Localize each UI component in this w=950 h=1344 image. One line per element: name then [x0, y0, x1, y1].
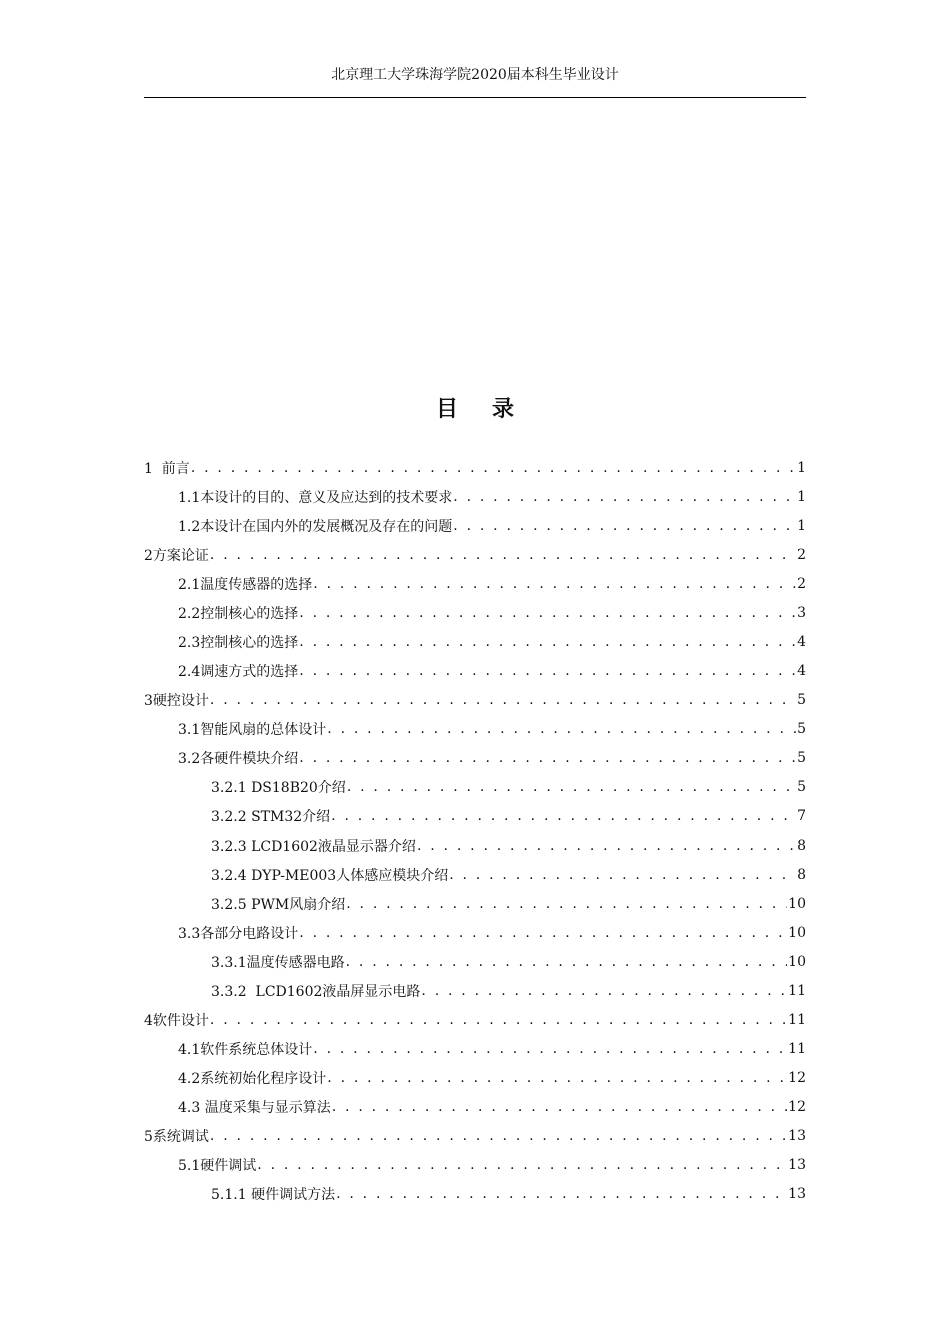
- toc-entry-page: 8: [797, 837, 806, 854]
- toc-leader-dots: [313, 1041, 787, 1057]
- toc-entry-title: 2.2控制核心的选择: [178, 605, 299, 622]
- toc-entry[interactable]: [144, 511, 806, 540]
- toc-entry-title: 3.3.1温度传感器电路: [211, 954, 345, 971]
- toc-entry[interactable]: [144, 889, 806, 918]
- toc-entry-title: 2.1温度传感器的选择: [178, 576, 313, 593]
- toc-leader-dots: [336, 1186, 787, 1202]
- toc-entry[interactable]: [144, 627, 806, 656]
- toc-leader-dots: [210, 547, 796, 563]
- toc-entry-title: 3.1智能风扇的总体设计: [178, 722, 327, 739]
- toc-entry-title: 5.1.1 硬件调试方法: [211, 1187, 336, 1204]
- toc-entry[interactable]: [144, 715, 806, 744]
- toc-entry-page: 11: [788, 982, 806, 999]
- toc-entry[interactable]: [144, 686, 806, 715]
- toc-entry[interactable]: [144, 976, 806, 1005]
- toc-entry-page: 5: [797, 721, 806, 738]
- toc-leader-dots: [327, 721, 796, 737]
- header-rule: [144, 97, 806, 98]
- page-header: 北京理工大学珠海学院2020届本科生毕业设计: [331, 67, 619, 83]
- toc-leader-dots: [449, 867, 796, 883]
- toc-entry-page: 5: [797, 750, 806, 767]
- toc-leader-dots: [191, 460, 796, 476]
- toc-leader-dots: [257, 1157, 787, 1173]
- toc-leader-dots: [299, 925, 787, 941]
- toc-entry[interactable]: [144, 1005, 806, 1034]
- toc-entry-page: 1: [797, 488, 806, 505]
- toc-entry-page: 12: [788, 1070, 806, 1087]
- toc-entry[interactable]: [144, 1151, 806, 1180]
- toc-entry[interactable]: [144, 918, 806, 947]
- toc-entry-page: 10: [788, 924, 806, 941]
- toc-leader-dots: [346, 954, 788, 970]
- toc-leader-dots: [332, 1099, 787, 1115]
- toc-entry-title: 5.1硬件调试: [178, 1158, 257, 1175]
- table-of-contents: [144, 453, 806, 1209]
- toc-entry[interactable]: [144, 1180, 806, 1209]
- toc-leader-dots: [421, 983, 787, 999]
- toc-entry-title: 2.3控制核心的选择: [178, 635, 299, 651]
- toc-entry-title: 3.3.2 LCD1602液晶屏显示电路: [211, 983, 421, 1000]
- toc-entry-title: 4.3 温度采集与显示算法: [178, 1100, 331, 1117]
- toc-entry[interactable]: [144, 1035, 806, 1064]
- toc-entry-title: 1.1本设计的目的、意义及应达到的技术要求: [178, 489, 453, 506]
- toc-leader-dots: [210, 692, 796, 708]
- toc-title-char-1: 目: [435, 397, 458, 422]
- toc-leader-dots: [210, 1128, 787, 1144]
- toc-entry-page: 2: [797, 575, 806, 592]
- toc-leader-dots: [299, 663, 796, 679]
- toc-entry-title: 3.2各硬件模块介绍: [178, 751, 299, 768]
- toc-title: [0, 392, 950, 423]
- toc-entry-page: 11: [788, 1012, 806, 1029]
- toc-entry-title: 3.2.5 PWM风扇介绍: [211, 896, 346, 913]
- toc-entry-page: 2: [797, 546, 806, 563]
- toc-entry[interactable]: [144, 744, 806, 773]
- toc-entry-title: 1.2本设计在国内外的发展概况及存在的问题: [178, 518, 453, 535]
- toc-entry-title: 4.2系统初始化程序设计: [178, 1071, 327, 1088]
- toc-entry[interactable]: [144, 860, 806, 889]
- toc-entry-page: 8: [797, 866, 806, 883]
- toc-entry[interactable]: [144, 482, 806, 511]
- toc-entry-title: 2方案论证: [144, 547, 209, 564]
- toc-entry-title: 3.2.4 DYP-ME003人体感应模块介绍: [211, 867, 449, 884]
- toc-entry[interactable]: [144, 831, 806, 860]
- toc-entry-page: 11: [788, 1041, 806, 1058]
- toc-entry-page: 1: [797, 459, 806, 476]
- toc-leader-dots: [299, 605, 796, 621]
- toc-entry-title: 2.4调速方式的选择: [178, 664, 299, 681]
- toc-leader-dots: [210, 1012, 787, 1028]
- toc-entry-page: 13: [788, 1186, 806, 1203]
- toc-leader-dots: [299, 634, 796, 650]
- toc-entry-title: 3.2.3 LCD1602液晶显示器介绍: [211, 838, 416, 855]
- toc-entry[interactable]: [144, 1064, 806, 1093]
- toc-leader-dots: [453, 518, 796, 534]
- toc-leader-dots: [347, 779, 796, 795]
- toc-entry[interactable]: [144, 1093, 806, 1122]
- toc-entry[interactable]: [144, 540, 806, 569]
- toc-entry-page: 5: [797, 692, 806, 709]
- toc-entry[interactable]: [144, 1122, 806, 1151]
- toc-entry-title: 3.2.2 STM32介绍: [211, 809, 331, 826]
- toc-title-char-2: 录: [492, 397, 515, 422]
- toc-leader-dots: [327, 1070, 787, 1086]
- toc-leader-dots: [417, 838, 796, 854]
- toc-entry-page: 5: [797, 779, 806, 796]
- toc-leader-dots: [313, 576, 796, 592]
- toc-entry-page: 12: [788, 1099, 806, 1116]
- toc-entry[interactable]: [144, 773, 806, 802]
- toc-entry-title: 4软件设计: [144, 1013, 209, 1030]
- toc-entry[interactable]: [144, 947, 806, 976]
- toc-entry-title: 3.2.1 DS18B20介绍: [211, 780, 346, 797]
- toc-entry[interactable]: [144, 657, 806, 686]
- toc-entry-page: 1: [797, 517, 806, 534]
- toc-entry-page: 7: [797, 808, 806, 825]
- toc-entry-page: 13: [788, 1128, 806, 1145]
- toc-leader-dots: [331, 808, 796, 824]
- toc-entry-page: 3: [797, 604, 806, 621]
- toc-leader-dots: [299, 750, 796, 766]
- toc-entry-title: 1 前言: [144, 460, 190, 477]
- toc-entry-title: 3.3各部分电路设计: [178, 925, 299, 942]
- toc-entry[interactable]: [144, 569, 806, 598]
- toc-entry-page: 4: [797, 634, 806, 650]
- toc-entry-title: 5系统调试: [144, 1129, 209, 1146]
- toc-entry-page: 4: [797, 663, 806, 680]
- toc-leader-dots: [453, 489, 796, 505]
- toc-entry-title: 3硬控设计: [144, 693, 209, 710]
- toc-entry[interactable]: [144, 598, 806, 627]
- toc-entry[interactable]: [144, 453, 806, 482]
- toc-entry-page: 10: [788, 953, 806, 970]
- toc-entry[interactable]: [144, 802, 806, 831]
- toc-leader-dots: [346, 896, 787, 912]
- toc-entry-page: 10: [788, 895, 806, 912]
- toc-entry-page: 13: [788, 1157, 806, 1174]
- toc-entry-title: 4.1软件系统总体设计: [178, 1042, 313, 1059]
